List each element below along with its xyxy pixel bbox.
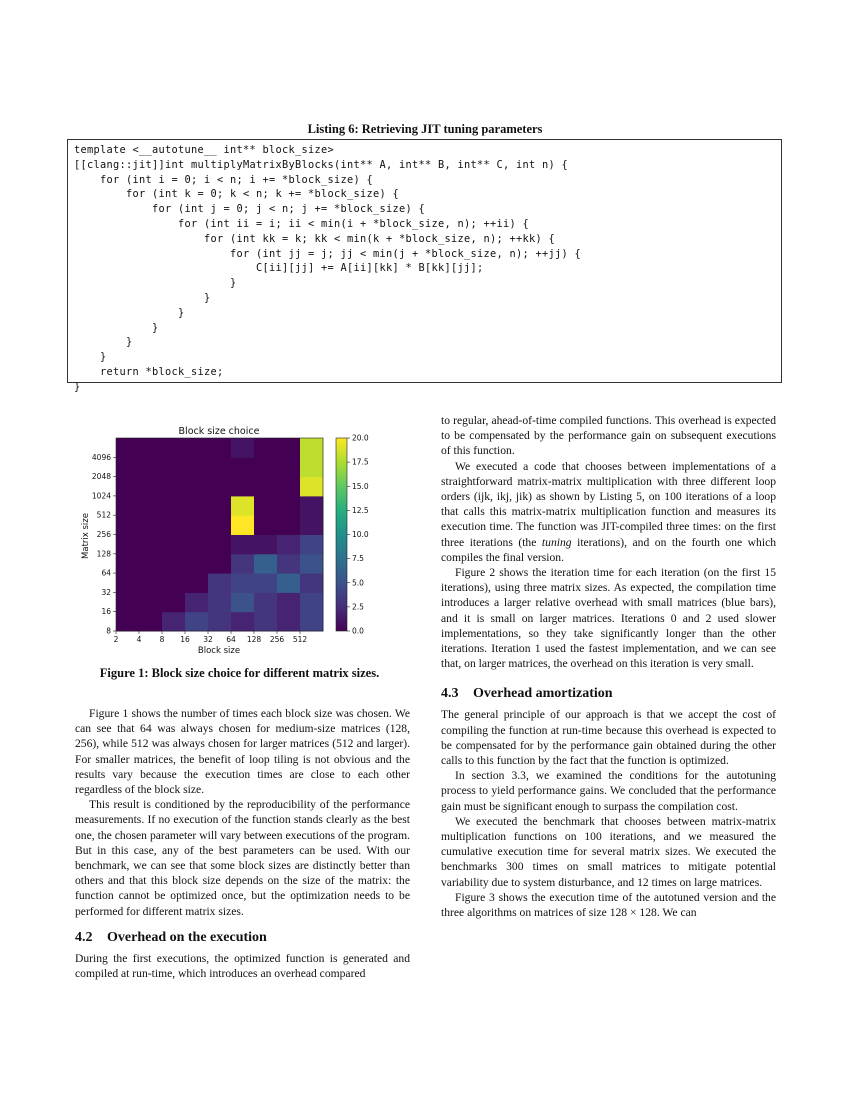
- heatmap-cell: [116, 457, 140, 477]
- code-line: [[clang::jit]]int multiplyMatrixByBlocks(int** A, int** B, int** C, int n) {: [74, 158, 568, 171]
- heatmap-cell: [277, 438, 301, 458]
- heatmap-cell: [277, 573, 301, 593]
- code-line: }: [74, 306, 185, 319]
- heatmap-cell: [116, 612, 140, 632]
- y-tick-label: 256: [96, 530, 111, 539]
- x-axis-label: Block size: [197, 646, 241, 656]
- heatmap-cell: [300, 612, 324, 632]
- heatmap-cell: [185, 612, 209, 632]
- heatmap-cell: [139, 554, 163, 574]
- code-line: }: [74, 321, 159, 334]
- section-title: Overhead amortization: [473, 686, 613, 702]
- x-tick-label: 512: [292, 635, 308, 644]
- heatmap-cell: [162, 612, 186, 632]
- x-tick-label: 64: [226, 635, 236, 644]
- colorbar: [336, 438, 347, 631]
- heatmap-cell: [231, 477, 255, 497]
- heatmap-cell: [185, 554, 209, 574]
- code-line: for (int ii = i; ii < min(i + *block_size, n); ++ii) {: [74, 217, 529, 230]
- x-tick-label: 4: [136, 635, 142, 644]
- heatmap-cell: [254, 477, 278, 497]
- heatmap-cell: [254, 554, 278, 574]
- heatmap-cell: [162, 477, 186, 497]
- heatmap-cell: [277, 496, 301, 516]
- heatmap-cell: [139, 592, 163, 612]
- heatmap-cell: [254, 496, 278, 516]
- heatmap-cell: [277, 477, 301, 497]
- heatmap-cell: [139, 573, 163, 593]
- heatmap-cell: [300, 457, 324, 477]
- heatmap-cell: [208, 612, 232, 632]
- colorbar-tick-label: 5.0: [352, 578, 364, 588]
- paragraph: In section 3.3, we examined the conditions for the autotuning process to yield performance gains. We concluded that the performance gain must be significant enough to surpass the compilation cost.: [441, 769, 776, 813]
- x-tick-label: 2: [113, 635, 119, 644]
- colorbar-tick-label: 10.0: [352, 530, 369, 539]
- heatmap-cell: [300, 573, 324, 593]
- heatmap-cell: [185, 573, 209, 593]
- heatmap-cell: [162, 438, 186, 458]
- chart-title: Block size choice: [178, 426, 260, 437]
- heatmap-cell: [231, 573, 255, 593]
- heatmap-cell: [116, 515, 140, 535]
- code-line: }: [74, 380, 81, 393]
- heatmap-cell: [116, 535, 140, 555]
- y-tick-label: 32: [101, 587, 111, 597]
- code-line: }: [74, 277, 237, 290]
- heatmap-cell: [254, 457, 278, 477]
- heatmap-cell: [185, 592, 209, 612]
- paragraph: to regular, ahead-of-time compiled functions. This overhead is expected to be compensated by the performance gain on subsequent executions of this function.: [441, 414, 776, 458]
- section-title: Overhead on the execution: [107, 929, 267, 945]
- x-tick-label: 8: [159, 635, 165, 644]
- x-tick-label: 32: [203, 635, 213, 644]
- heatmap-cell: [116, 496, 140, 516]
- y-axis-label: Matrix size: [81, 513, 91, 559]
- heatmap-cell: [277, 612, 301, 632]
- heatmap-cell: [185, 477, 209, 497]
- colorbar-tick-label: 17.5: [352, 457, 369, 467]
- code-line: return *block_size;: [74, 365, 224, 378]
- heatmap-cell: [300, 496, 324, 516]
- paragraph: During the first executions, the optimized function is generated and compiled at run-time, which introduces an overhead compared: [75, 951, 410, 981]
- code-line: for (int kk = k; kk < min(k + *block_size, n); ++kk) {: [74, 232, 555, 245]
- colorbar-tick-label: 7.5: [352, 554, 364, 564]
- y-tick-label: 512: [96, 510, 111, 520]
- heatmap-cell: [208, 496, 232, 516]
- heatmap-cell: [162, 457, 186, 477]
- heatmap-cell: [300, 438, 324, 458]
- heatmap-cell: [254, 592, 278, 612]
- heatmap-cell: [116, 573, 140, 593]
- code-listing: [67, 139, 782, 393]
- code-line: for (int i = 0; i < n; i += *block_size) {: [74, 173, 373, 186]
- paragraph: [441, 459, 776, 565]
- heatmap-cell: [139, 612, 163, 632]
- heatmap-cell: [208, 477, 232, 497]
- code-line: }: [74, 291, 211, 304]
- heatmap-cell: [139, 457, 163, 477]
- heatmap-cell: [208, 457, 232, 477]
- listing-caption: Listing 6: Retrieving JIT tuning parameters: [307, 122, 543, 136]
- heatmap-cell: [208, 573, 232, 593]
- heatmap-cell: [185, 438, 209, 458]
- heatmap-cell: [139, 438, 163, 458]
- y-tick-label: 128: [96, 549, 111, 559]
- heatmap-cell: [116, 477, 140, 497]
- section-heading-4-3: [441, 685, 776, 703]
- colorbar-tick-label: 2.5: [352, 602, 364, 612]
- heatmap-cell: [277, 592, 301, 612]
- heatmap-cell: [231, 438, 255, 458]
- heatmap-cell: [162, 535, 186, 555]
- paragraph: Figure 2 shows the iteration time for each iteration (on the first 15 iterations), using three matrix sizes. As expected, the compilation time introduces a larger relative overhead with small matrices (blue bars), and it is small on larger matrices. Iterations 0 and 2 used slower implementations, so they take significantly longer than the other iterations. Iteration 1 used the fastest implementation, and we can see that, on larger matrices, the overhead on this iteration is very small.: [441, 566, 776, 671]
- heatmap-cell: [300, 477, 324, 497]
- heatmap-cell: [300, 515, 324, 535]
- paragraph-text: iterations), and on the fourth one which compiles the final version.: [441, 535, 777, 564]
- y-tick-label: 64: [101, 568, 111, 578]
- code-line: for (int k = 0; k < n; k += *block_size) {: [74, 188, 399, 201]
- heatmap-cell: [185, 496, 209, 516]
- emphasis: tuning: [541, 535, 572, 549]
- heatmap-cell: [185, 457, 209, 477]
- heatmap-cell: [116, 438, 140, 458]
- heatmap-cell: [277, 554, 301, 574]
- y-tick-label: 16: [101, 607, 111, 617]
- heatmap-cell: [231, 592, 255, 612]
- heatmap-chart: [67, 420, 412, 670]
- heatmap-cell: [254, 438, 278, 458]
- heatmap-cell: [254, 515, 278, 535]
- code-line: template <__autotune__ int** block_size>: [74, 144, 334, 156]
- heatmap-cell: [162, 592, 186, 612]
- y-tick-label: 1024: [91, 491, 111, 501]
- heatmap-cell: [300, 535, 324, 555]
- heatmap-cell: [116, 554, 140, 574]
- heatmap-cell: [254, 573, 278, 593]
- right-column: [441, 413, 776, 920]
- x-tick-label: 256: [269, 635, 285, 644]
- heatmap-cell: [139, 535, 163, 555]
- y-tick-label: 8: [106, 626, 111, 636]
- figure-caption: Figure 1: Block size choice for different matrix sizes.: [99, 666, 380, 680]
- paragraph: We executed the benchmark that chooses between matrix-matrix multiplication functions on 100 iterations, and we measured the cumulative execution time for several matrix sizes. We executed the benchmarks 300 times on small matrices to mitigate potential variability due to system disturbance, and 12 times on large matrices.: [441, 814, 776, 889]
- heatmap-cell: [231, 496, 255, 516]
- code-line: }: [74, 336, 133, 349]
- heatmap-cell: [231, 457, 255, 477]
- heatmap-cell: [277, 457, 301, 477]
- paragraph: The general principle of our approach is that we accept the cost of compiling the function at run-time because this overhead is expected to be compensated for by the performance gain obtained during the other calls to this function by the fact that the function is optimized.: [441, 708, 776, 768]
- code-line: for (int jj = j; jj < min(j + *block_size, n); ++jj) {: [74, 247, 581, 260]
- code-line: C[ii][jj] += A[ii][kk] * B[kk][jj];: [74, 262, 484, 275]
- heatmap-cell: [231, 612, 255, 632]
- section-number: 4.2: [75, 929, 93, 945]
- y-tick-label: 4096: [91, 452, 111, 462]
- heatmap-cell: [231, 515, 255, 535]
- colorbar-tick-label: 0.0: [352, 626, 364, 636]
- heatmap-cell: [185, 515, 209, 535]
- heatmap-cell: [300, 554, 324, 574]
- x-tick-label: 16: [180, 635, 190, 644]
- code-line: }: [74, 351, 107, 364]
- heatmap-cell: [208, 592, 232, 612]
- heatmap-cell: [208, 515, 232, 535]
- heatmap-cell: [300, 592, 324, 612]
- paragraph: Figure 3 shows the execution time of the autotuned version and the three algorithms on matrices of size 128 × 128. We can: [441, 890, 776, 920]
- paragraph-text: We executed a code that chooses between implementations of a straightforward matrix-matrix multiplication with three different loop orders (ijk, ikj, jik) as shown by Listing 5, on 100 iterations of a loop that calls this matrix-matrix multiplication function and measures its execution time. The function was JIT-compiled three times: on the first three iterations (the: [441, 459, 776, 549]
- heatmap-cell: [254, 535, 278, 555]
- heatmap-cell: [162, 554, 186, 574]
- heatmap-cell: [254, 612, 278, 632]
- heatmap-cell: [162, 515, 186, 535]
- x-tick-label: 128: [246, 635, 262, 644]
- heatmap-figure: [67, 420, 412, 670]
- left-column: [75, 706, 410, 981]
- heatmap-cell: [208, 535, 232, 555]
- colorbar-tick-label: 15.0: [352, 481, 369, 491]
- heatmap-cell: [139, 515, 163, 535]
- colorbar-tick-label: 12.5: [352, 505, 369, 515]
- paragraph: This result is conditioned by the reproducibility of the performance measurements. If no execution of the function stands clearly as the best one, the chosen parameter will vary between executions of the program. But in this case, any of the best parameters can be used. With our benchmark, we can see that some block sizes are distinctly better than others and that this block size depends on the size of the matrix: the function cannot be optimized once, but the optimization needs to be performed for different matrix sizes.: [75, 798, 410, 918]
- paragraph: Figure 1 shows the number of times each block size was chosen. We can see that 64 was always chosen for medium-size matrices (128, 256), while 512 was always chosen for larger matrices (512 and larger). For smaller matrices, the benefit of loop tiling is not obvious and the results vary because the execution times are close to each other regardless of the block size.: [75, 707, 410, 797]
- heatmap-cell: [116, 592, 140, 612]
- section-heading-4-2: [75, 929, 410, 947]
- heatmap-cell: [231, 535, 255, 555]
- heatmap-cell: [208, 554, 232, 574]
- heatmap-cell: [208, 438, 232, 458]
- heatmap-cell: [139, 496, 163, 516]
- section-number: 4.3: [441, 686, 459, 702]
- heatmap-cell: [139, 477, 163, 497]
- heatmap-cell: [185, 535, 209, 555]
- code-line: for (int j = 0; j < n; j += *block_size) {: [74, 203, 425, 216]
- heatmap-cell: [277, 535, 301, 555]
- heatmap-cell: [162, 573, 186, 593]
- colorbar-tick-label: 20.0: [352, 433, 369, 443]
- y-tick-label: 2048: [91, 472, 111, 482]
- heatmap-cell: [277, 515, 301, 535]
- heatmap-cell: [231, 554, 255, 574]
- heatmap-cell: [162, 496, 186, 516]
